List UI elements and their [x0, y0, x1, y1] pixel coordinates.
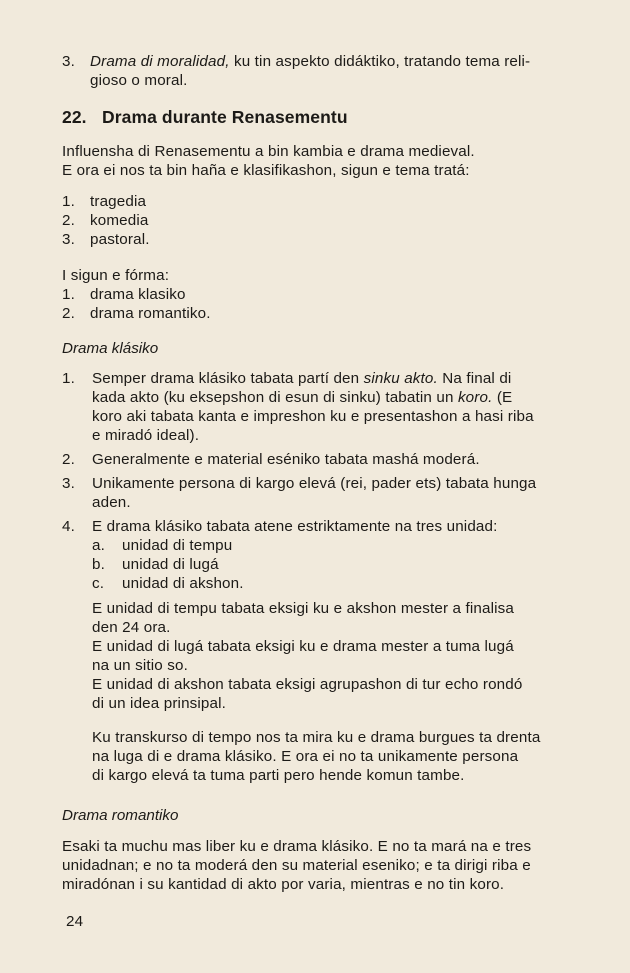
- list-item: 3. pastoral.: [62, 231, 150, 248]
- transition-paragraph: Ku transkurso di tempo nos ta mira ku e drama burgues ta drenta na luga di e drama klásiko. E ora ei no ta unikamente persona di kargo elevá ta tuma parti pero hende komun tambe.: [92, 729, 541, 784]
- list-item: 2. komedia: [62, 212, 149, 229]
- list-item: 2. drama romantiko.: [62, 305, 211, 322]
- form-intro: I sigun e fórma:: [62, 267, 170, 284]
- unit-item: b. unidad di lugá: [92, 556, 219, 573]
- section-title: Drama durante Renasementu: [102, 107, 348, 127]
- term-italic: Drama di moralidad,: [90, 53, 230, 70]
- list-number: 3.: [62, 53, 75, 70]
- form-list: [62, 266, 592, 323]
- page-number: 24: [66, 913, 84, 930]
- list-item: 1. Semper drama klásiko tabata partí den sinku akto. Na final di kada akto (ku eksepshon di esun di sinku) tabatin un koro. (E koro aki tabata kanta e impreshon ku e presentashon a hasi riba e miradó ideal).: [62, 370, 534, 444]
- subsection-heading: Drama romantiko: [62, 807, 179, 824]
- list-item: 1. tragedia: [62, 193, 147, 210]
- theme-list: [62, 192, 592, 249]
- unit-item: c. unidad di akshon.: [92, 575, 244, 592]
- intro-paragraph: Influensha di Renasementu a bin kambia e drama medieval. E ora ei nos ta bin haña e klasifikashon, sigun e tema tratá:: [62, 143, 475, 179]
- romantic-paragraph: Esaki ta muchu mas liber ku e drama klásiko. E no ta mará na e tres unidadnan; e no ta moderá den su material eseniko; e ta dirigi riba e miradónan i su kantidad di akto por varia, mientras e no tin koro.: [62, 838, 532, 893]
- subsection-heading: Drama klásiko: [62, 340, 159, 357]
- list-item: 2. Generalmente e material eséniko tabata mashá moderá.: [62, 451, 480, 468]
- classic-list: [62, 369, 592, 785]
- unit-explanation: E unidad di tempu tabata eksigi ku e akshon mester a finalisa den 24 ora. E unidad di lugá tabata eksigi ku e drama mester a tuma lugá na un sitio so. E unidad di akshon tabata eksigi agrupashon di tur echo rondó di un idea prinsipal.: [92, 600, 523, 712]
- page-body: [62, 40, 592, 894]
- list-item: 4. E drama klásiko tabata atene estriktamente na tres unidad: a. unidad di tempu b. unidad di lugá c. unidad di akshon. E unidad di tempu tabata eksigi ku e akshon mester a finalisa den 24 ora. E unidad di lugá tabata eksigi ku e drama mester a tuma lugá na un sitio so. E unidad di akshon tabata eksigi agrupashon di tur echo rondó di un idea prinsipal. Ku transkurso di tempo nos ta mira ku e drama burgues ta drenta na luga di e drama klásiko. E ora ei no ta unikamente persona di kargo elevá ta tuma parti pero hende komun tambe.: [62, 517, 592, 785]
- section-number: 22.: [62, 107, 87, 127]
- unit-item: a. unidad di tempu: [92, 537, 233, 554]
- list-item: 3. Unikamente persona di kargo elevá (rei, pader ets) tabata hunga aden.: [62, 475, 537, 511]
- list-item: 1. drama klasiko: [62, 286, 186, 303]
- section-heading: [62, 107, 592, 128]
- list-item: 3. Drama di moralidad, ku tin aspekto didáktiko, tratando tema reli- gioso o moral.: [62, 53, 531, 89]
